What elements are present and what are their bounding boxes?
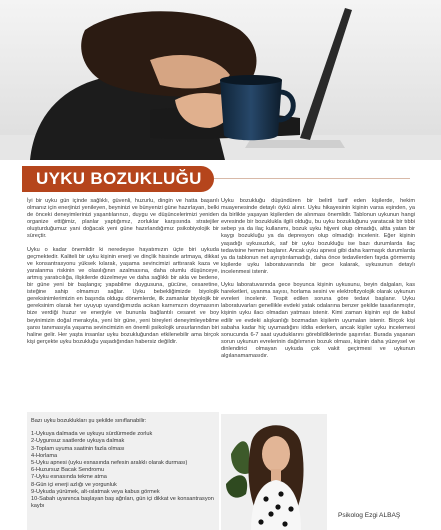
list-item: 1-Uykuya dalmada ve uykuyu sürdürmede zorluk [31,431,153,438]
list-item: 8-Gün içi enerji azlığı ve yorgunluk [31,481,117,488]
list-item: 9-Uykuda yürümek, alt-ıslatmak veya kabus görmek [31,488,160,495]
paragraph: Uyku laboratuvarında gece boyunca kişinin uykusunu, beyin dalgaları, kas hareketleri, uyanma sayısı, horlama sesini ve elektrofizyolojik olarak uykunun evreleri incelenir. Tespit edilen soruna göre tedavi başlanır. Uyku laboratuvarları genellikle evdeki yatak odalarına benzer şekilde tasarlanmıştır, kişinin uyku ilacı olmadan yatması istenir. Kimi zaman kişinin eşi de kabul edilir ve evdeki alışkanlığı bozmadan kişilerin uyumaları istenir. Birçok kişi sabaha kadar hiç uyumadığını iddia ederken, ancak kişiler uyku incelemesi sonucunda 6-7 saat uyuduklarını görebildiklerinde şaşırırlar. Burada yaşanan sorun uykunun evrelerinin dağılımının bozuk olması, kişinin daha yüzeysel ve dinlendirici olmayan uykuda çok vakit geçirmesi ve uykunun algılanamamasıdır. [221,282,415,359]
box-intro: Bazı uyku bozuklukları şu şekilde sınıflanabilir: [31,418,147,424]
article-title: UYKU BOZUKLUĞU [36,169,202,188]
sleeping-woman-photo [0,0,441,160]
author-caption: Psikolog Ezgi ALBAŞ [338,512,401,519]
author-portrait [221,414,327,530]
classification-list [27,429,219,510]
list-item: 6-Huzursuz Bacak Sendromu [31,467,105,474]
list-item: 10-Sabah uyanınca başlayan baş ağrıları, gün içi dikkat ve konsantrasyon kaybı [31,496,214,510]
list-item: 3-Toplam uyuma saatinin fazla olması [31,445,125,452]
classification-box [27,412,219,530]
paragraph: Uyku bozukluğu düşündüren bir belirti tarif eden kişilerde, hekim muayenesinde detaylı öykü alınır. Uyku hikayesinin kişinin varsa eşinden, ya da birlikte yaşayan kişilerden de alınması önemlidir. Tablonun uykunun hangi evresinde bir bozuklukla ilgili olduğu, bu uyku bozukluğunu yaratacak bir tıbbi sebep ya da ilaç kullanımı, bozuk uyku hijyeni olup olmadığı, altta yatan bir kaygı bozukluğu ya da depresyon olup olmadığı incelenir. Eğer kişinin yaşadığı uykusuzluk, saf bir uyku bozukluğu ise bazı durumlarda ilaç tedavisine hemen başlanır. Ancak uyku apnesi gibi daha karmaşık durumlarda ya da tablonun net ayrıştırılamadığı, daha önce tedavilerden fayda görmemiş kişilerde uyku laboratuvarında bir gece kalarak, uykusunun detaylı incelenmesi istenir. [221,198,415,275]
title-divider [214,178,410,179]
left-column [27,198,219,352]
list-item: 2-Uygunsuz saatlerde uykuya dalmak [31,438,125,445]
paragraph: İyi bir uyku gün içinde sağlıklı, güvenli, huzurlu, dingin ve hatta başarılı olmanız için enerjinizi yenileyen, beyninizi ve bünyenizi güne hazırlayan, belki de önceki deneyimlerinizi yaşantılarınızı, duygu ve düşüncelerimizi yeniden organize ettiğimiz, planlar yaptığımız, zorluklar karşısında stratejiler oluşturduğumuz yani doğacak yeni güne hazırlandığımız psikobiyolojik bir süreçtir. [27,198,219,240]
paragraph: Uyku o kadar önemlidir ki neredeyse hayatımızın üçte biri uykuda geçmektedir. Kaliteli bir uyku kişinin enerji ve dinçlik hissinde artmaya, dikkat ve konsantrasyonu yüksek kılarak, yaşama sevincimizi arttırarak kaza ve yaralanma riskinin ve olasılığının azalmasına, daha olumlu düşünceye, artmış yaratıcılığa, ilişkilerde düzelmeye ve daha sağlıklı bir akla ve bedene, bir güne yeni bir başlangıç yapabilme duygusuna, gücüne, cesaretine, isteğine sahip olmamızı sağlar. Uyku bebekliğimizde biyolojik gereksinimlerimizin en başında oldugu dönemlerde, ilk zamanlar biyolojik bir gereksinim olarak her uyuyup uyandığımızda acıkan karnımızın doymasının bize verdiği huzur ve enerjiyle ve bununla bağlantılı cesaret ve boy beyinimizin doğal merakıyla, yeni bir güne, yeni bireyleri deneyimleyebilme şansı tanımasıyla yaşama sevincimizin en önemli psikolojik unsurlarından biri haline gelir. Her yaşta insanlar uyku bozukluğundan etkilenebilir ama birçok kişi gerçekte uyku bozukluğu yaşadığından habersiz değildir. [27,246,219,345]
list-item: 5-Uyku apnesi (uyku esnasında nefesin aralıklı olarak durması) [31,460,188,467]
title-banner [22,166,214,192]
list-item: 4-Horlama [31,452,58,459]
list-item: 7-Uyku esnasında tekme atma [31,474,107,481]
right-column [221,198,415,366]
